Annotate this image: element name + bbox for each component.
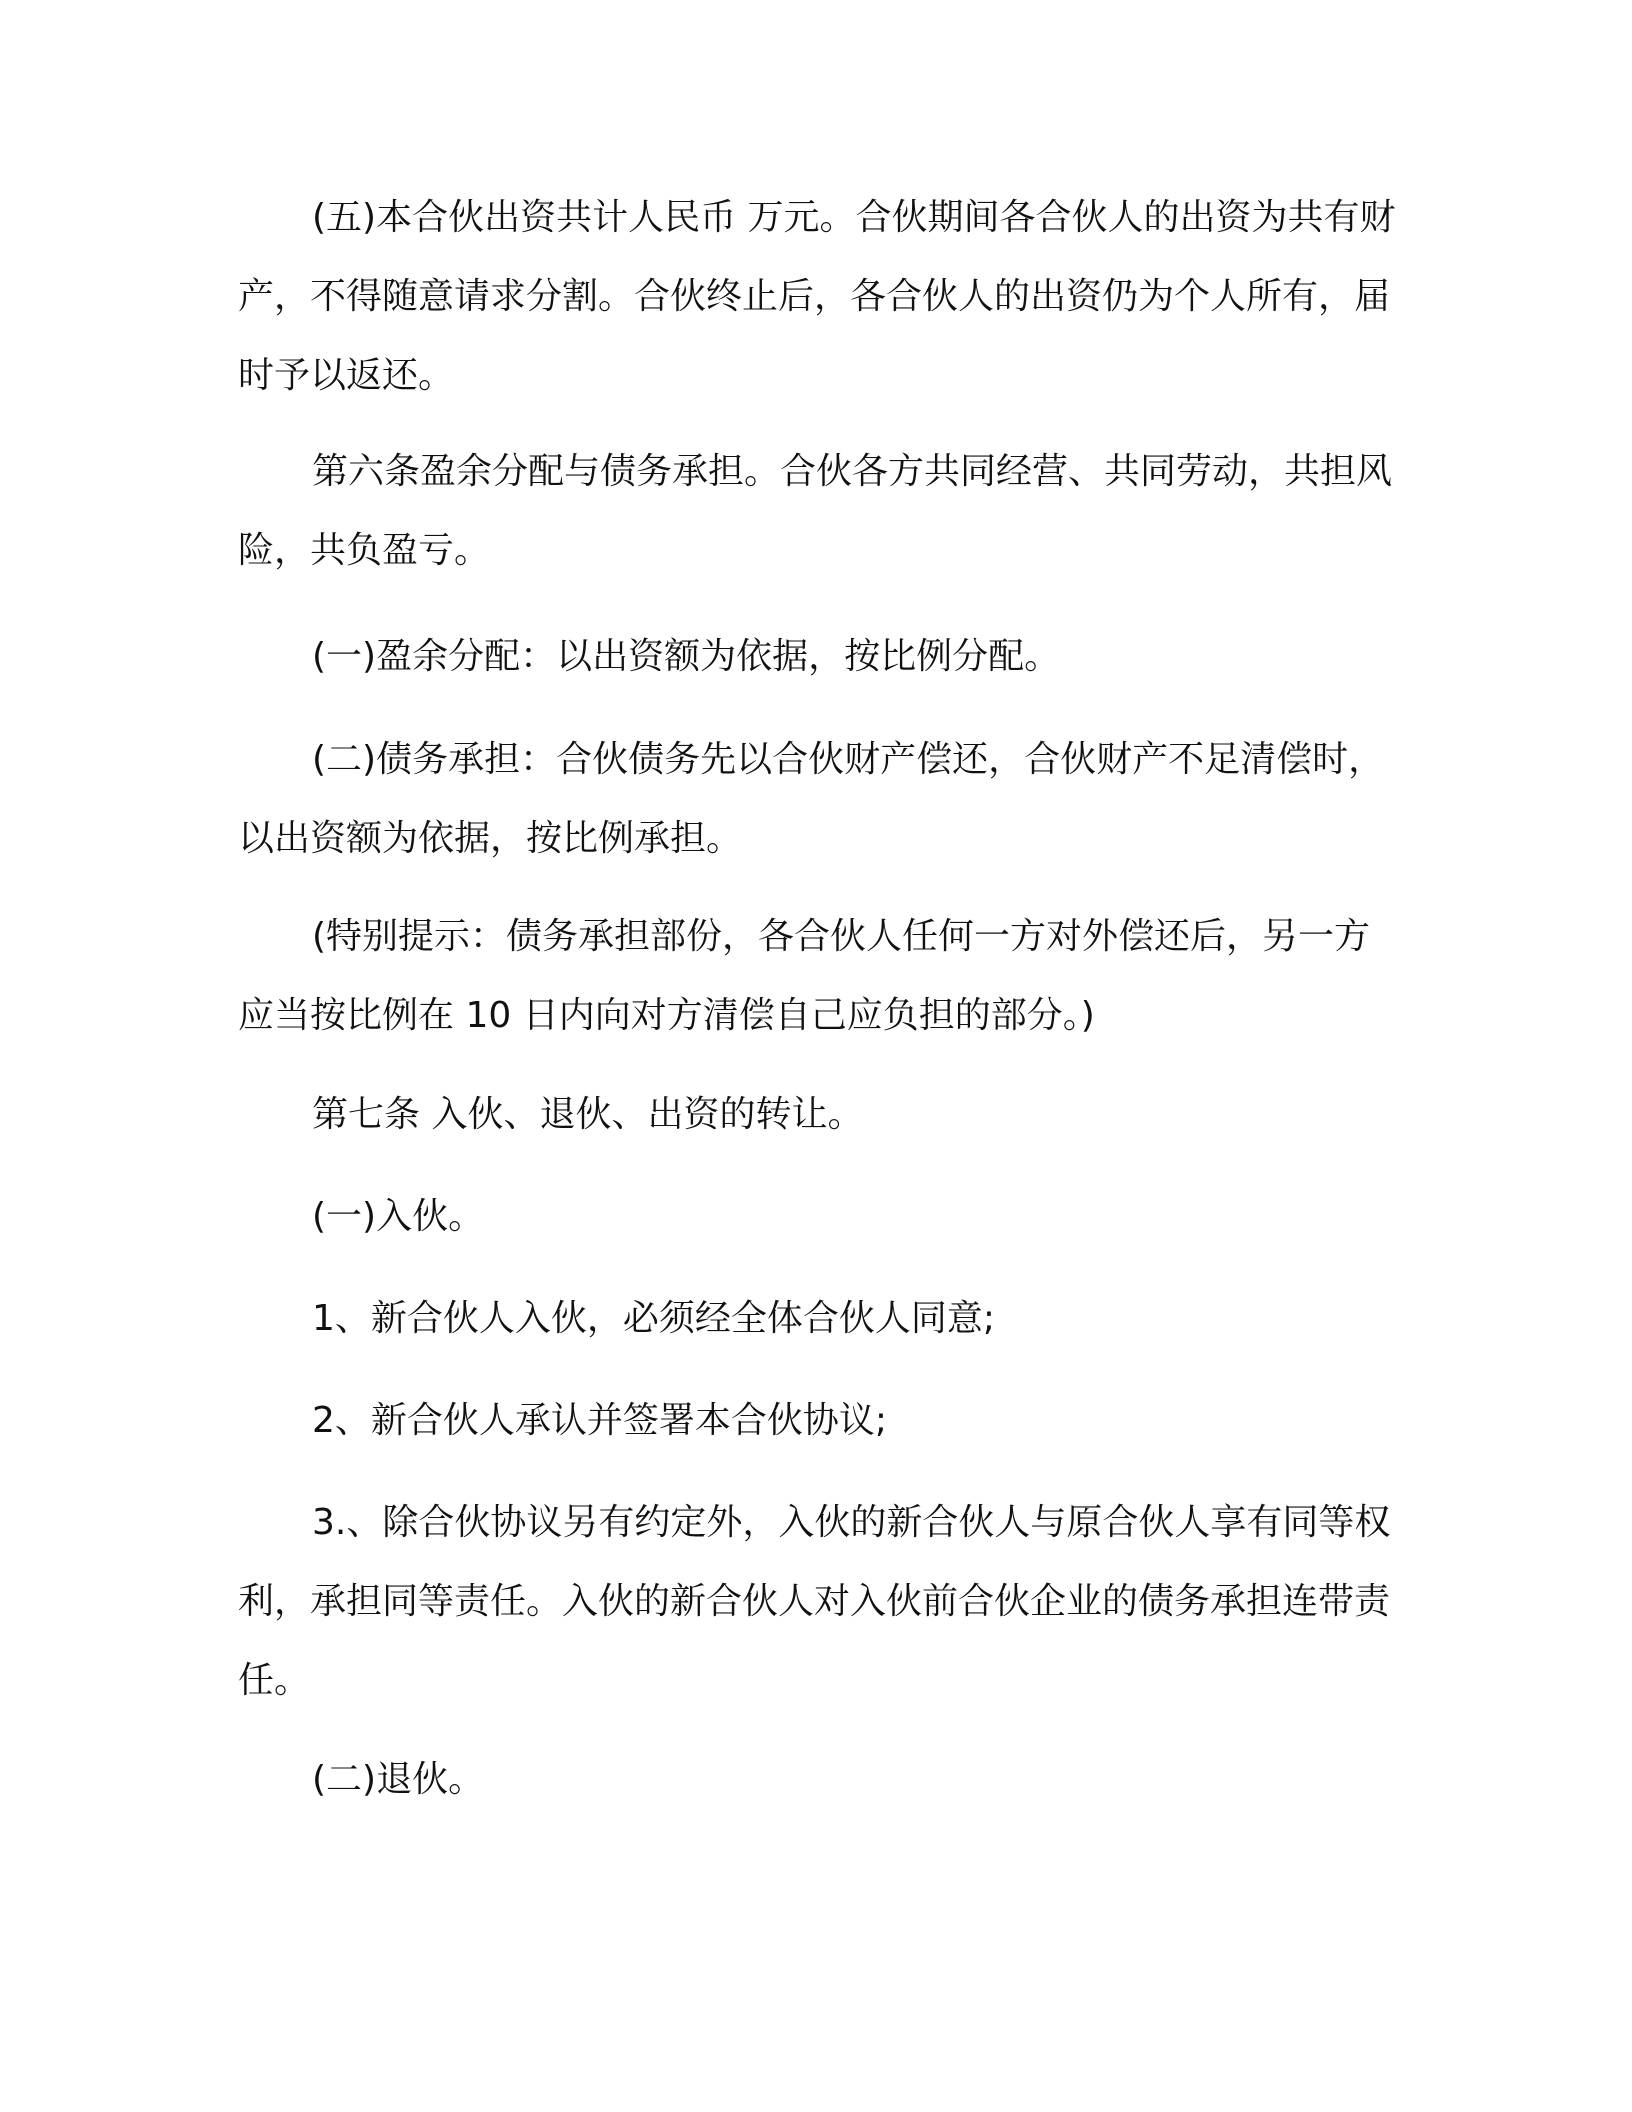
paragraph-admission-item-1 bbox=[238, 1279, 1398, 1358]
paragraph-line: (五)本合伙出资共计人民币 万元。合伙期间各合伙人的出资为共 bbox=[312, 197, 1324, 238]
paragraph-line: 第六条盈余分配与债务承担。合伙各方共同经营、共同劳动，共 bbox=[312, 451, 1321, 492]
paragraph-special-note bbox=[238, 897, 1398, 1055]
paragraph-line: (一)盈余分配：以出资额为依据，按比例分配。 bbox=[312, 636, 1061, 677]
paragraph-line: (二)退伙。 bbox=[312, 1759, 485, 1800]
paragraph-line: 所有，届时予以返还。 bbox=[238, 276, 1391, 396]
paragraph-capital-contribution bbox=[238, 178, 1398, 415]
paragraph-line: 等权利，承担同等责任。入伙的新合伙人对入伙前合伙企业的债务承 bbox=[238, 1502, 1391, 1622]
paragraph-withdrawal-heading bbox=[238, 1740, 1398, 1819]
paragraph-article-seven bbox=[238, 1075, 1398, 1154]
paragraph-line: 以出资额为依据，按比例承担。 bbox=[238, 818, 743, 859]
paragraph-line: 担风险，共负盈亏。 bbox=[238, 451, 1393, 571]
paragraph-line: 1、新合伙人入伙，必须经全体合伙人同意; bbox=[312, 1298, 996, 1339]
paragraph-debt-bearing bbox=[238, 720, 1398, 878]
paragraph-line: 第七条 入伙、退伙、出资的转让。 bbox=[312, 1094, 864, 1135]
paragraph-line: 2、新合伙人承认并签署本合伙协议; bbox=[312, 1400, 888, 1441]
paragraph-line: (一)入伙。 bbox=[312, 1196, 485, 1237]
paragraph-line: (特别提示：债务承担部份，各合伙人任何一方对外偿还后，另一 bbox=[312, 916, 1335, 957]
paragraph-profit-distribution bbox=[238, 617, 1398, 696]
paragraph-line: 方应当按比例在 10 日内向对方清偿自己应负担的部分。) bbox=[238, 916, 1371, 1036]
paragraph-admission-item-2 bbox=[238, 1381, 1398, 1460]
paragraph-admission-heading bbox=[238, 1177, 1398, 1256]
paragraph-article-six bbox=[238, 432, 1398, 590]
paragraph-line: 有财产，不得随意请求分割。合伙终止后，各合伙人的出资仍为个人 bbox=[238, 197, 1396, 317]
paragraph-admission-item-3 bbox=[238, 1483, 1398, 1720]
paragraph-line: (二)债务承担：合伙债务先以合伙财产偿还，合伙财产不足清偿时， bbox=[312, 739, 1385, 780]
paragraph-line: 3.、除合伙协议另有约定外，入伙的新合伙人与原合伙人享有同 bbox=[312, 1502, 1319, 1543]
paragraph-line: 担连带责任。 bbox=[238, 1581, 1391, 1701]
